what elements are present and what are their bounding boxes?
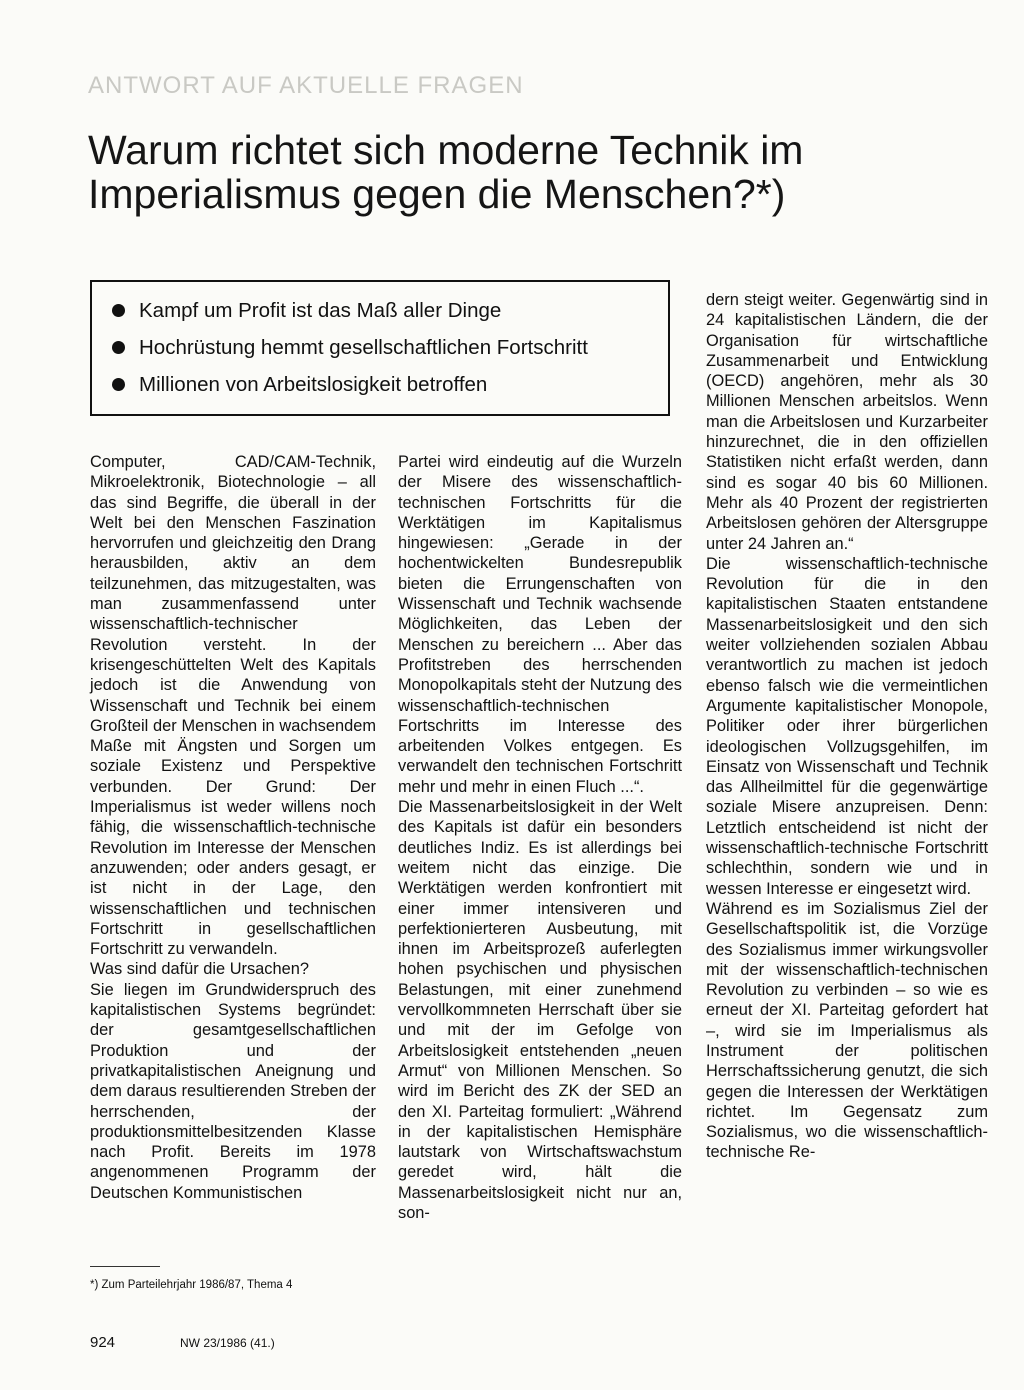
paragraph: Die wissenschaftlich-technische Revolution für die in den kapitalistischen Staaten entstandene Massenarbeitslosigkeit und den sich weiter vollziehenden sozialen Abbau verantwortlich zu machen ist jedoch ebenso falsch wie die vermeintlichen Argumente kapitalistischer Monopole, Politiker oder ihrer bürgerlichen ideologischen Vollzugsgehilfen, im Einsatz von Wissenschaft und Technik das Allheilmittel für die gegenwärtige soziale Misere anzupreisen. Denn: Letztlich entscheidend ist nicht der wissenschaftlich-technische Fortschritt schlechthin, sondern wie und in wessen Interesse er eingesetzt wird.: [706, 554, 988, 898]
footnote: *) Zum Parteilehrjahr 1986/87, Thema 4: [90, 1279, 293, 1291]
paragraph: Während es im Sozialismus Ziel der Gesellschaftspolitik ist, die Vorzüge des Sozialismus immer wirkungsvoller mit der wissenschaftlich-technischen Revolution zu verbinden – so wie es erneut der XI. Parteitag gefordert hat –, wird sie im Imperialismus als Instrument der politischen Herrschaftssicherung genutzt, die sich gegen die Interessen der Werktätigen richtet. Im Gegensatz zum Sozialismus, wo die wissenschaftlich-technische Re-: [706, 899, 988, 1162]
highlight-box: [90, 280, 670, 416]
paragraph: dern steigt weiter. Gegenwärtig sind in 24 kapitalistischen Ländern, die der Organisation für wirtschaftliche Zusammenarbeit und Entwicklung (OECD) angehören, mehr als 30 Millionen Menschen arbeitslos. Wenn man die Arbeitslosen und Kurzarbeiter hinzurechnet, die in den offiziellen Statistiken nicht erfaßt werden, dann sind es sogar 40 bis 60 Millionen. Mehr als 40 Prozent der registrierten Arbeitslosen gehören der Altersgruppe unter 24 Jahren an.“: [706, 291, 988, 553]
paragraph: Computer, CAD/CAM-Technik, Mikroelektronik, Biotechnologie – all das sind Begriffe, die überall in der Welt bei den Menschen Faszination hervorrufen und gleichzeitig den Drang herausbilden, aktiv an dem teilzunehmen, das mitzugestalten, was man zusammenfassend unter wissenschaftlich-technischer Revolution versteht. In der krisengeschüttelten Welt des Kapitals jedoch ist die Anwendung von Wissenschaft und Technik bei einem Großteil der Menschen in wachsendem Maße mit Ängsten und Sorgen um soziale Existenz und Perspektive verbunden. Der Grund: Der Imperialismus ist weder willens noch fähig, die wissenschaftlich-technische Revolution im Interesse der Menschen anzuwenden; oder anders gesagt, er ist nicht in der Lage, den wissenschaftlichen und technischen Fortschritt in gesellschaftlichen Fortschritt zu verwandeln.: [90, 453, 376, 959]
article-column-3: [706, 290, 988, 1163]
bullet-icon: [112, 378, 125, 391]
section-kicker: ANTWORT AUF AKTUELLE FRAGEN: [88, 72, 524, 99]
footnote-divider: [90, 1266, 160, 1267]
highlight-text: Hochrüstung hemmt gesellschaftlichen Fortschritt: [139, 335, 588, 359]
highlight-item: [112, 366, 668, 403]
highlight-text: Millionen von Arbeitslosigkeit betroffen: [139, 372, 488, 396]
article-column-1: [90, 452, 376, 1203]
highlight-text: Kampf um Profit ist das Maß aller Dinge: [139, 298, 502, 322]
paragraph: Die Massenarbeitslosigkeit in der Welt des Kapitals ist dafür ein besonders deutliches Indiz. Es ist allerdings bei weitem nicht das einzige. Die Werktätigen werden konfrontiert mit einer immer intensiveren und perfektionierteren Ausbeutung, mit ihnen im Arbeitsprozeß auferlegten hohen psychischen und physischen Belastungen, mit einer zunehmend vervollkommneten Herrschaft über sie und mit der im Gefolge von Arbeitslosigkeit entstehenden „neuen Armut“ von Millionen Menschen. So wird im Bericht des ZK der SED an den XI. Parteitag formuliert: „Während in der kapitalistischen Hemisphäre lautstark von Wirtschaftswachstum geredet wird, hält die Massenarbeitslosigkeit nicht nur an, son-: [398, 798, 682, 1222]
page-title: [88, 128, 988, 216]
title-line-1: Warum richtet sich moderne Technik im: [88, 127, 804, 173]
paragraph: Partei wird eindeutig auf die Wurzeln der Misere des wissenschaftlich-technischen Fortschritts für die Werktätigen im Kapitalismus hingewiesen: „Gerade in der hochentwickelten Bundesrepublik bieten die Errungenschaften von Wissenschaft und Technik wachsende Möglichkeiten, das Leben der Menschen zu bereichern ... Aber das Profitstreben des herrschenden Monopolkapitals steht der Nutzung des wissenschaftlich-technischen Fortschritts im Interesse des arbeitenden Volkes entgegen. Es verwandelt den technischen Fortschritt mehr und mehr in einen Fluch ...“.: [398, 453, 682, 796]
bullet-icon: [112, 304, 125, 317]
paragraph: Sie liegen im Grundwiderspruch des kapitalistischen Systems begründet: der gesamtgesellschaftlichen Produktion und der privatkapitalistischen Aneignung und dem daraus resultierenden Streben der herrschenden, der produktionsmittelbesitzenden Klasse nach Profit. Bereits im 1978 angenommenen Programm der Deutschen Kommunistischen: [90, 980, 376, 1202]
bullet-icon: [112, 341, 125, 354]
page-number: 924: [90, 1334, 116, 1351]
paragraph: Was sind dafür die Ursachen?: [90, 960, 309, 979]
issue-reference: NW 23/1986 (41.): [180, 1336, 275, 1350]
title-line-2: Imperialismus gegen die Menschen?*): [88, 171, 786, 217]
highlight-item: [112, 329, 668, 366]
article-column-2: [398, 452, 682, 1223]
highlight-item: [112, 292, 668, 329]
